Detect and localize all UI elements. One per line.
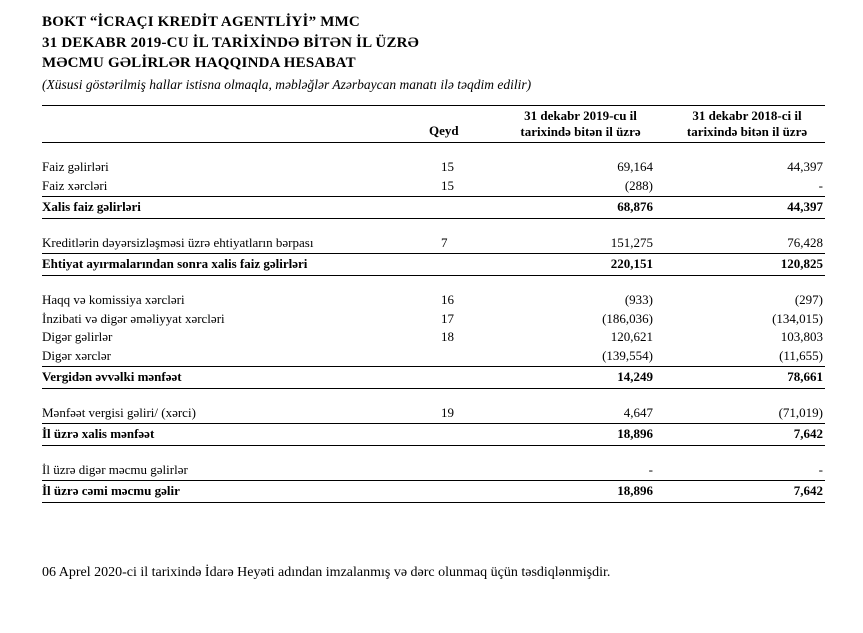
row-label: Digər gəlirlər bbox=[42, 329, 113, 345]
value-2018-cell: - bbox=[818, 461, 823, 477]
spacer-row bbox=[42, 275, 825, 291]
value-2019-cell: (139,554) bbox=[602, 348, 653, 364]
note-ref-cell bbox=[427, 253, 492, 275]
spacer-cell bbox=[42, 389, 825, 405]
table-row bbox=[42, 158, 825, 177]
table-row bbox=[42, 310, 825, 329]
note-ref-cell bbox=[427, 367, 492, 389]
note-ref-cell: 18 bbox=[441, 329, 454, 345]
spacer-row bbox=[42, 389, 825, 405]
value-2018-cell: 44,397 bbox=[667, 197, 825, 219]
total-row bbox=[42, 253, 825, 275]
row-label: Vergidən əvvəlki mənfəət bbox=[42, 367, 427, 389]
row-label: Faiz gəlirləri bbox=[42, 159, 109, 175]
header-2019-column: 31 dekabr 2019-cu il tarixində bitən il üzrə bbox=[492, 106, 667, 143]
value-2019-cell: (288) bbox=[624, 178, 653, 194]
note-ref-cell: 7 bbox=[441, 234, 448, 250]
spacer-cell bbox=[42, 218, 825, 234]
table-row bbox=[42, 177, 825, 196]
table-header bbox=[42, 106, 825, 143]
row-label: İl üzrə cəmi məcmu gəlir bbox=[42, 480, 427, 502]
row-label: İnzibati və digər əməliyyat xərcləri bbox=[42, 310, 225, 326]
value-2018-cell: - bbox=[818, 178, 823, 194]
row-label: Ehtiyat ayırmalarından sonra xalis faiz gəlirləri bbox=[42, 253, 427, 275]
value-2018-cell: 78,661 bbox=[667, 367, 825, 389]
value-2019-cell: 120,621 bbox=[610, 329, 653, 345]
note-ref-cell bbox=[427, 424, 492, 446]
header-qeyd-column: Qeyd bbox=[427, 106, 492, 143]
income-statement-table bbox=[42, 105, 825, 503]
value-2019-cell: 220,151 bbox=[492, 253, 667, 275]
table-row bbox=[42, 461, 825, 480]
spacer-row bbox=[42, 445, 825, 461]
value-2018-cell: 76,428 bbox=[787, 234, 823, 250]
spacer-cell bbox=[42, 275, 825, 291]
approval-note: 06 Aprel 2020-ci il tarixində İdarə Heyəti adından imzalanmış və dərc olunmaq üçün təsdiqlənmişdir. bbox=[42, 564, 611, 580]
row-label: Digər xərclər bbox=[42, 348, 111, 364]
row-label: Faiz xərcləri bbox=[42, 178, 108, 194]
table-row bbox=[42, 291, 825, 310]
spacer-cell bbox=[42, 143, 825, 159]
value-2018-cell: 7,642 bbox=[667, 424, 825, 446]
report-period-title: 31 DEKABR 2019-CU İL TARİXİNDƏ BİTƏN İL ÜZRƏ bbox=[42, 34, 419, 51]
value-2018-cell: 7,642 bbox=[667, 480, 825, 502]
header-row bbox=[42, 106, 825, 143]
value-2018-cell: 44,397 bbox=[787, 159, 823, 175]
total-row bbox=[42, 367, 825, 389]
table-row bbox=[42, 347, 825, 366]
note-ref-cell: 17 bbox=[441, 310, 454, 326]
value-2018-cell: 103,803 bbox=[780, 329, 823, 345]
value-2019-cell: 18,896 bbox=[492, 424, 667, 446]
value-2019-cell: 68,876 bbox=[492, 197, 667, 219]
row-label: İl üzrə xalis mənfəət bbox=[42, 424, 427, 446]
value-2019-cell: (186,036) bbox=[602, 310, 653, 326]
total-row bbox=[42, 197, 825, 219]
currency-note: (Xüsusi göstərilmiş hallar istisna olmaqla, məbləğlər Azərbaycan manatı ilə təqdim edilir) bbox=[42, 77, 532, 93]
statement-table-body bbox=[42, 143, 825, 502]
company-name: BOKT “İCRAÇI KREDİT AGENTLİYİ” MMC bbox=[42, 14, 360, 30]
value-2018-cell: (297) bbox=[794, 291, 823, 307]
value-2018-cell: 120,825 bbox=[667, 253, 825, 275]
value-2018-cell: (71,019) bbox=[778, 405, 823, 421]
value-2018-cell: (134,015) bbox=[772, 310, 823, 326]
value-2018-cell: (11,655) bbox=[779, 348, 823, 364]
note-ref-cell: 15 bbox=[441, 159, 454, 175]
spacer-cell bbox=[42, 445, 825, 461]
note-ref-cell bbox=[427, 347, 492, 366]
total-row bbox=[42, 424, 825, 446]
value-2019-cell: - bbox=[648, 461, 653, 477]
value-2019-cell: (933) bbox=[624, 291, 653, 307]
note-ref-cell bbox=[427, 480, 492, 502]
report-name-title: MƏCMU GƏLİRLƏR HAQQINDA HESABAT bbox=[42, 55, 356, 72]
spacer-row bbox=[42, 218, 825, 234]
note-ref-cell: 19 bbox=[441, 405, 454, 421]
spacer-row bbox=[42, 143, 825, 159]
note-ref-cell: 16 bbox=[441, 291, 454, 307]
value-2019-cell: 18,896 bbox=[492, 480, 667, 502]
header-2018-column: 31 dekabr 2018-ci il tarixində bitən il üzrə bbox=[667, 106, 825, 143]
row-label: Kreditlərin dəyərsizləşməsi üzrə ehtiyatların bərpası bbox=[42, 234, 314, 250]
row-label: Haqq və komissiya xərcləri bbox=[42, 291, 185, 307]
table-row bbox=[42, 328, 825, 347]
row-label: Mənfəət vergisi gəliri/ (xərci) bbox=[42, 405, 196, 421]
total-row bbox=[42, 480, 825, 502]
value-2019-cell: 4,647 bbox=[623, 405, 653, 421]
value-2019-cell: 69,164 bbox=[617, 159, 653, 175]
header-label-column bbox=[42, 106, 427, 143]
table-row bbox=[42, 404, 825, 423]
value-2019-cell: 151,275 bbox=[610, 234, 653, 250]
value-2019-cell: 14,249 bbox=[492, 367, 667, 389]
note-ref-cell: 15 bbox=[441, 178, 454, 194]
note-ref-cell bbox=[427, 461, 492, 480]
row-label: İl üzrə digər məcmu gəlirlər bbox=[42, 461, 188, 477]
row-label: Xalis faiz gəlirləri bbox=[42, 197, 427, 219]
note-ref-cell bbox=[427, 197, 492, 219]
table-row bbox=[42, 234, 825, 253]
